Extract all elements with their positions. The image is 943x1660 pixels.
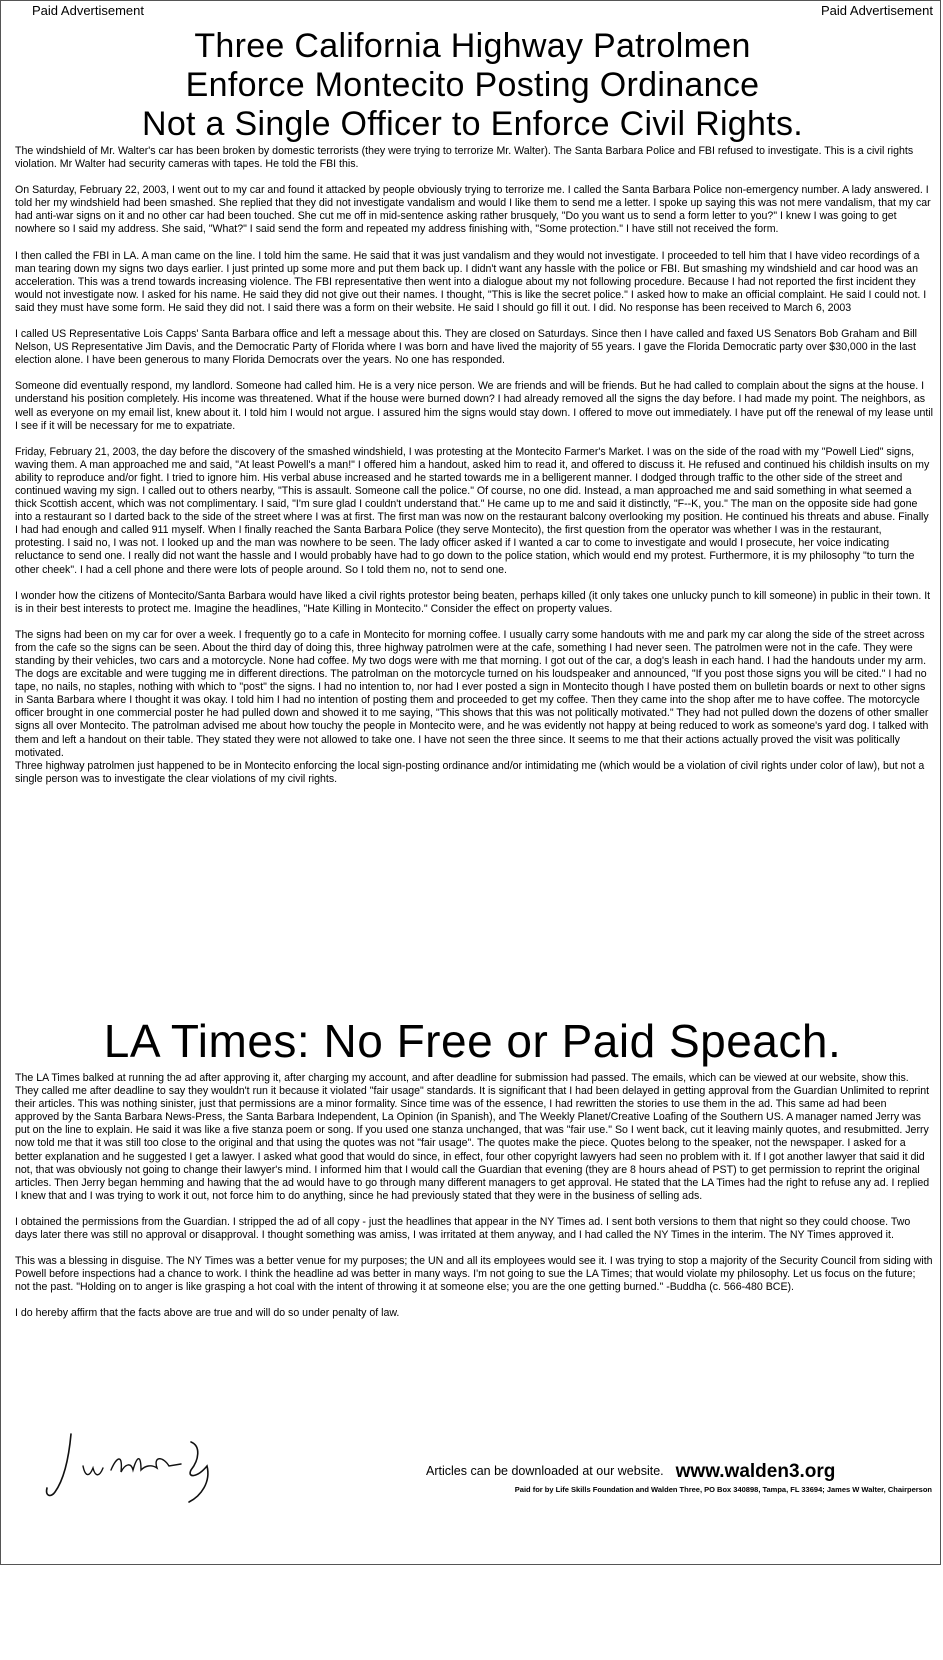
article-paragraph: I wonder how the citizens of Montecito/Santa Barbara would have liked a civil rights protestor being beaten, perhaps killed (it only takes one unlucky punch to kill someone) in public in their town. It is in their best interests to protect me. Imagine the headlines, "Hate Killing in Montecito." Consider the effect on property values. <box>15 589 931 615</box>
website-link[interactable]: www.walden3.org <box>675 1461 836 1482</box>
article-paragraph: The windshield of Mr. Walter's car has been broken by domestic terrorists (they were trying to terrorize Mr. Walter). The Santa Barbara Police and FBI refused to investigate. This is a civil rights violation. Mr Walter had security cameras with tapes. He told the FBI this. <box>15 145 914 171</box>
headline-line-3: Not a Single Officer to Enforce Civil Rights. <box>141 105 804 143</box>
la-times-headline: LA Times: No Free or Paid Speach. <box>103 1015 842 1067</box>
article-paragraph: The signs had been on my car for over a week. I frequently go to a cafe in Montecito for morning coffee. I usually carry some handouts with me and park my car along the side of the street across from the cafe so the signs can be seen. About the third day of doing this, three highway patrolmen were at the cafe, something I had never seen. The patrolmen were not in the cafe. They were standing by their vehicles, two cars and a motorcycle. None had coffee. My two dogs were with me that morning. I got out of the car, a dog's leash in each hand. I had the handouts under my arm. The dogs are excitable and were tugging me in different directions. The patrolman on the motorcycle turned on his loudspeaker and announced, "If you post those signs you will be cited." I had no tape, no nails, no staples, nothing with which to "post" the signs. I had no intention to, nor had I ever posted a sign in Montecito though I have posted them on bulletin boards or next to other signs in Santa Barbara where I thought it was okay. I told him I had no intention of posting them and proceeded to get my coffee. Then they came into the shop after me to have coffee. The motorcycle officer brought in one commercial poster he had pulled down and showed it to me saying, "This shows that this was not politically motivated." They had not pulled down the dozens of other smaller signs all over Montecito. The patrolman advised me about how touchy the people in Montecito were, and he was evidently not happy at being reduced to work as someone's yard dog. I talked with them and left a handout on their table. They stated they were not allowed to take one. I have not seen the three since. It seems to me that their actions actually proved the visit was politically motivated. <box>15 628 929 759</box>
article-paragraph: I then called the FBI in LA. A man came on the line. I told him the same. He said that it was just vandalism and they would not investigate. I proceeded to tell him that I have video recordings of a man tearing down my signs two days earlier. I just printed up some more and put them back up. I didn't want any hassle with the police or FBI. But smashing my windshield and car hood was an acceleration. This was a trend towards increasing violence. The FBI representative then went into a dialogue about my not following procedure. Because I had not reported the first incident they would not investigate now. I asked for his name. He said they did not give out their names. I thought, "This is like the secret police." I asked how to make an official complaint. He said I could not. I said they must have some form. He said they did not. I said there was a form on their website. He said I should go fill it out. I did. No response has been received to March 6, 2003 <box>15 249 927 314</box>
paid-advertisement-label-left: Paid Advertisement <box>32 3 145 18</box>
article-paragraph: Someone did eventually respond, my landlord. Someone had called him. He is a very nice person. We are friends and will be friends. But he had called to complain about the signs at the house. I understand his position completely. His income was threatened. What if the house were burned down? I had already removed all the signs the day before. I had made my point. The neighbors, as well as everyone on my email list, knew about it. I told him I would not argue. I assured him the signs would stay down. I offered to move out immediately. I have put off the renewal of my lease until I see if it will be necessary for me to expatriate. <box>15 380 934 432</box>
headline-line-2: Enforce Montecito Posting Ordinance <box>185 66 760 104</box>
civil-rights-article <box>15 145 933 799</box>
article-paragraph: Three highway patrolmen just happened to be in Montecito enforcing the local sign-posting ordinance and/or intimidating me (which would be a violation of civil rights under color of law), but not a single person was to investigate the clear violations of my civil rights. <box>15 759 925 785</box>
article-paragraph: On Saturday, February 22, 2003, I went out to my car and found it attacked by people obviously trying to terrorize me. I called the Santa Barbara Police non-emergency number. A lady answered. I told her my windshield had been smashed. She replied that they did not investigate vandalism and would I like them to send me a letter. I spoke up saying this was not mere vandalism, that my car had anti-war signs on it and no other car had been touched. She cut me off in mid-sentence asking rather brusquely, "Do you want us to send a form letter to you?" I knew I was going to get nowhere so I said my address. She said, "What?" I said send the form and repeated my address finishing with, "Some protection." I have still not received the form. <box>15 184 931 236</box>
article-paragraph: I obtained the permissions from the Guardian. I stripped the ad of all copy - just the headlines that appear in the NY Times ad. I sent both versions to them that night so they could choose. Two days later there was still no approval or disapproval. I thought something was amiss, I was irritated at them anyway, and I had called the NY Times in the interim. The NY Times approved it. <box>15 1215 911 1242</box>
main-headline <box>1 27 941 144</box>
footer-website-line <box>426 1461 835 1483</box>
headline-line-1: Three California Highway Patrolmen <box>194 27 751 65</box>
paid-advertisement-label-right: Paid Advertisement <box>820 3 933 18</box>
article-paragraph: The LA Times balked at running the ad after approving it, after charging my account, and after deadline for submission had passed. The emails, which can be viewed at our website, show this. They called me after deadline to say they wouldn't run it because it violated "fair usage" standards. It is significant that I had been delayed in getting approval from the Guardian Unlimited to reprint their articles. This was nothing sinister, just that permissions are a minor formality. Since time was of the essence, I had rewritten the stories to use them in the ad. This same ad had been approved by the Santa Barbara News-Press, the Santa Barbara Independent, La Opinion (in Spanish), and The Weekly Planet/Creative Loafing of the Southern US. A manager named Jerry was put on the line to explain. He said it was like a five stanza poem or song. If you used one stanza unchanged, that was "fair use." So I went back, cut it leaving mainly quotes, and resubmitted. Jerry now told me that it was still too close to the original and that using the quotes was not "fair usage". The quotes make the piece. Quotes belong to the speaker, not the newspaper. I asked for a better explanation and he suggested I get a lawyer. I asked what good that would do since, in effect, four other copyright lawyers had seen no problem with it. If I got another lawyer that said it did not, that was obviously not going to change their lawyer's mind. I informed him that I would call the Guardian that evening (they are 8 hours ahead of PST) to get permission to reprint the original articles. Then Jerry began hemming and hawing that the ad would have to go through many different managers to get approval. He stated that the LA Times had the right to refuse any ad. I replied I knew that and I was trying to work it out, not force him to do anything, since he had previously stated that they were in the business of selling ads. <box>15 1072 930 1202</box>
article-paragraph: This was a blessing in disguise. The NY Times was a better venue for my purposes; the UN and all its employees would see it. I was trying to stop a majority of the Security Council from siding with Powell before inspections had a chance to work. I think the headline ad was better in many ways. I'm not going to sue the LA Times; that would violate my philosophy. Let us focus on the future; not the past. "Holding on to anger is like grasping a hot coal with the intent of throwing it at someone else; you are the one getting burned." -Buddha (c. 566-480 BCE). <box>15 1255 933 1294</box>
la-times-article <box>15 1072 933 1334</box>
articles-download-text: Articles can be downloaded at our website. <box>426 1464 664 1478</box>
article-paragraph: I called US Representative Lois Capps' Santa Barbara office and left a message about this. They are closed on Saturdays. Since then I have called and faxed US Senators Bob Graham and Bill Nelson, US Representative Jim Davis, and the Democratic Party of Florida where I was born and have lived the majority of 55 years. I gave the Florida Democratic party over $30,000 in the last election alone. I have been generous to many Florida Democrats over the years. No one has responded. <box>15 328 918 367</box>
handwritten-signature-icon <box>41 1426 231 1506</box>
article-paragraph: I do hereby affirm that the facts above are true and will do so under penalty of law. <box>15 1307 400 1320</box>
paid-for-disclaimer: Paid for by Life Skills Foundation and Walden Three, PO Box 340898, Tampa, FL 33694; James W Walter, Chairperson <box>514 1485 932 1494</box>
article-paragraph: Friday, February 21, 2003, the day before the discovery of the smashed windshield, I was protesting at the Montecito Farmer's Market. I was on the side of the road with my "Powell Lied" signs, waving them. A man approached me and said, "At least Powell's a man!" I offered him a handout, asked him to read it, and offered to discuss it. He refused and continued his childish insults on my ability to reproduce and/or fight. I tried to ignore him. His verbal abuse increased and he started towards me in a belligerent manner. I dodged through traffic to the other side of the street and continued waving my sign. I called out to others nearby, "This is assault. Someone call the police." Of course, no one did. Instead, a man approached me and said something in what seemed a thick Scottish accent, which was not complimentary. I said, "I'm sure glad I couldn't understand that." He came up to me and said it distinctly, "F--K, you." The man on the opposite side had gone into a restaurant so I darted back to the side of the street where I was at first. The first man was now on the restaurant balcony overlooking my position. He continued his threats and abuse. Finally I had had enough and called 911 myself. When I finally reached the Santa Barbara Police (they serve Montecito), the first question from the operator was whether I was in the restaurant, protesting. I said no, I was not. I looked up and the man was nowhere to be seen. The lady officer asked if I wanted a car to come to investigate and would I prosecute, her voice indicating reluctance to send one. I really did not want the hassle and I would probably have had to go down to the police station, which would end my protest. Furthermore, it is my philosophy "to turn the other cheek". I had a cell phone and there were lots of people around. So I told them no, not to send one. <box>15 445 930 576</box>
